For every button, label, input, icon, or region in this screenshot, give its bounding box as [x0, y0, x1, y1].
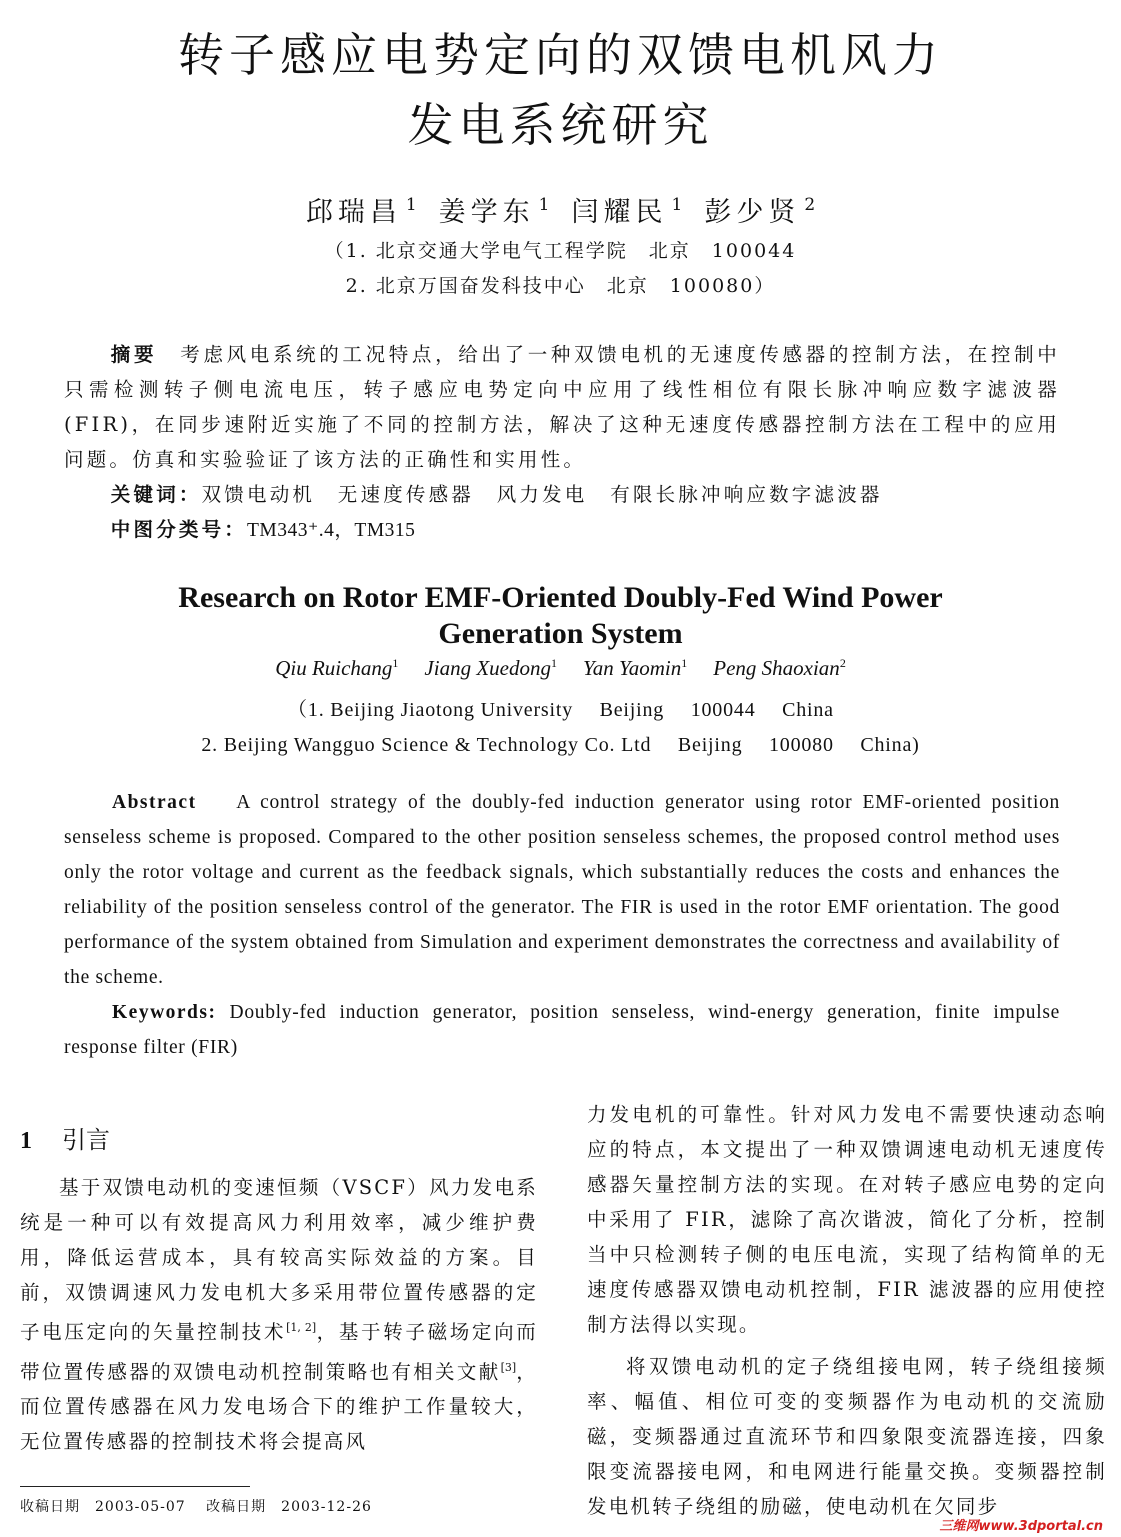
right-column [587, 1097, 1107, 1524]
section-number: 1 [20, 1128, 32, 1154]
authors-en [0, 656, 1121, 681]
title-cn-line-2: 发电系统研究 [407, 98, 714, 152]
author-en: Jiang Xuedong [424, 656, 551, 680]
section-heading [20, 1120, 110, 1155]
abstract-en-text: A control strategy of the doubly-fed induction generator using rotor EMF-oriented position senseless scheme is proposed. Compared to the other position senseless schemes, the proposed control method uses only the rotor voltage and current as the feedback signals, which substantially reduces the costs and enhances the reliability of the position senseless control of the generator. The FIR is used in the rotor EMF orientation. The good performance of the system obtained from Simulation and experiment demonstrates the correctness and availability of the scheme. [64, 792, 1060, 988]
citation: [1, 2] [286, 1321, 317, 1334]
keywords-en [64, 995, 1060, 1065]
author-cn: 彭少贤 [704, 197, 801, 228]
author-en: Yan Yaomin [582, 656, 682, 680]
affiliation-cn-1: （1. 北京交通大学电气工程学院 北京 100044 [324, 240, 797, 262]
left-paragraph-text-b: ，基于转子磁场定向而带位置传感器的双馈电动机控制策略也有相关文献 [20, 1320, 538, 1383]
clc-text: TM343⁺.4，TM315 [247, 520, 416, 541]
abstract-cn [64, 337, 1060, 477]
abstract-cn-label: 摘要 [110, 343, 158, 366]
footnote-rule [20, 1486, 250, 1487]
abstract-en-label: Abstract [112, 792, 197, 813]
left-paragraph-text-a: 基于双馈电动机的变速恒频（VSCF）风力发电系统是一种可以有效提高风力利用效率，减少维护费用，降低运营成本，具有较高实际效益的方案。目前，双馈调速风力发电机大多采用带位置传感器的定子电压定向的矢量控制技术 [20, 1176, 538, 1344]
affiliation-cn-2: 2. 北京万国奋发科技中心 北京 100080） [345, 275, 776, 297]
author-aff: 1 [671, 195, 683, 215]
title-en [0, 580, 1121, 652]
title-cn-line-1: 转子感应电势定向的双馈电机风力 [178, 28, 943, 82]
citation: [3] [500, 1360, 517, 1374]
keywords-cn-label: 关键词： [110, 483, 202, 506]
affiliation-en-2: 2. Beijing Wangguo Science & Technology Co. Ltd Beijing 100080 China) [201, 734, 920, 756]
author-cn: 姜学东 [438, 197, 535, 228]
abstract-cn-text: 考虑风电系统的工况特点，给出了一种双馈电机的无速度传感器的控制方法，在控制中只需检测转子侧电流电压，转子感应电势定向中应用了线性相位有限长脉冲响应数字滤波器(FIR)，在同步速附近实施了不同的控制方法，解决了这种无速度传感器控制方法在工程中的应用问题。仿真和实验验证了该方法的正确性和实用性。 [64, 343, 1060, 471]
author-aff: 1 [405, 195, 417, 215]
keywords-en-label: Keywords: [112, 1002, 217, 1023]
author-aff: 1 [550, 656, 557, 670]
keywords-cn-text: 双馈电动机 无速度传感器 风力发电 有限长脉冲响应数字滤波器 [201, 483, 883, 506]
abstract-en [64, 785, 1060, 995]
keywords-en-text: Doubly-fed induction generator, position senseless, wind-energy generation, finite impulse response filter (FIR) [64, 1002, 1061, 1058]
left-paragraph-text-c: ，而位置传感器在风力发电场合下的维护工作量较大，无位置传感器的控制技术将会提高风 [20, 1360, 538, 1453]
affiliation-en-1: （1. Beijing Jiaotong University Beijing 100044 China [287, 699, 834, 721]
left-column [20, 1170, 538, 1459]
author-aff: 1 [392, 656, 399, 670]
author-en: Qiu Ruichang [275, 656, 393, 680]
left-paragraph [20, 1170, 538, 1459]
keywords-cn [64, 477, 1060, 512]
footnote-dates: 收稿日期 2003-05-07 改稿日期 2003-12-26 [20, 1499, 372, 1515]
authors-cn [0, 190, 1121, 229]
right-paragraph-1: 力发电机的可靠性。针对风力发电不需要快速动态响应的特点，本文提出了一种双馈调速电动机无速度传感器矢量控制方法的实现。在对转子感应电势的定向中采用了 FIR，滤除了高次谐波，简化了分析，控制当中只检测转子侧的电压电流，实现了结构简单的无速度传感器双馈电动机控制，FIR 滤波器的应用使控制方法得以实现。 [587, 1103, 1107, 1336]
author-aff: 2 [804, 195, 816, 215]
author-en: Peng Shaoxian [713, 656, 840, 680]
title-en-line-1: Research on Rotor EMF-Oriented Doubly-Fed Wind Power [178, 581, 943, 614]
title-cn [0, 26, 1121, 154]
author-aff: 1 [538, 195, 550, 215]
right-paragraph-2: 将双馈电动机的定子绕组接电网，转子绕组接频率、幅值、相位可变的变频器作为电动机的交流励磁，变频器通过直流环节和四象限变流器连接，四象限变流器接电网，和电网进行能量交换。变频器控制发电机转子绕组的励磁，使电动机在欠同步 [587, 1355, 1107, 1518]
author-cn: 邱瑞昌 [305, 197, 402, 228]
title-en-line-2: Generation System [438, 617, 683, 650]
author-aff: 2 [839, 656, 846, 670]
section-title: 引言 [62, 1126, 110, 1154]
author-aff: 1 [681, 656, 688, 670]
watermark: 三维网www.3dportal.cn [939, 1519, 1103, 1534]
clc-label: 中图分类号： [110, 518, 247, 541]
clc-number [64, 512, 1060, 548]
author-cn: 闫耀民 [571, 197, 668, 228]
